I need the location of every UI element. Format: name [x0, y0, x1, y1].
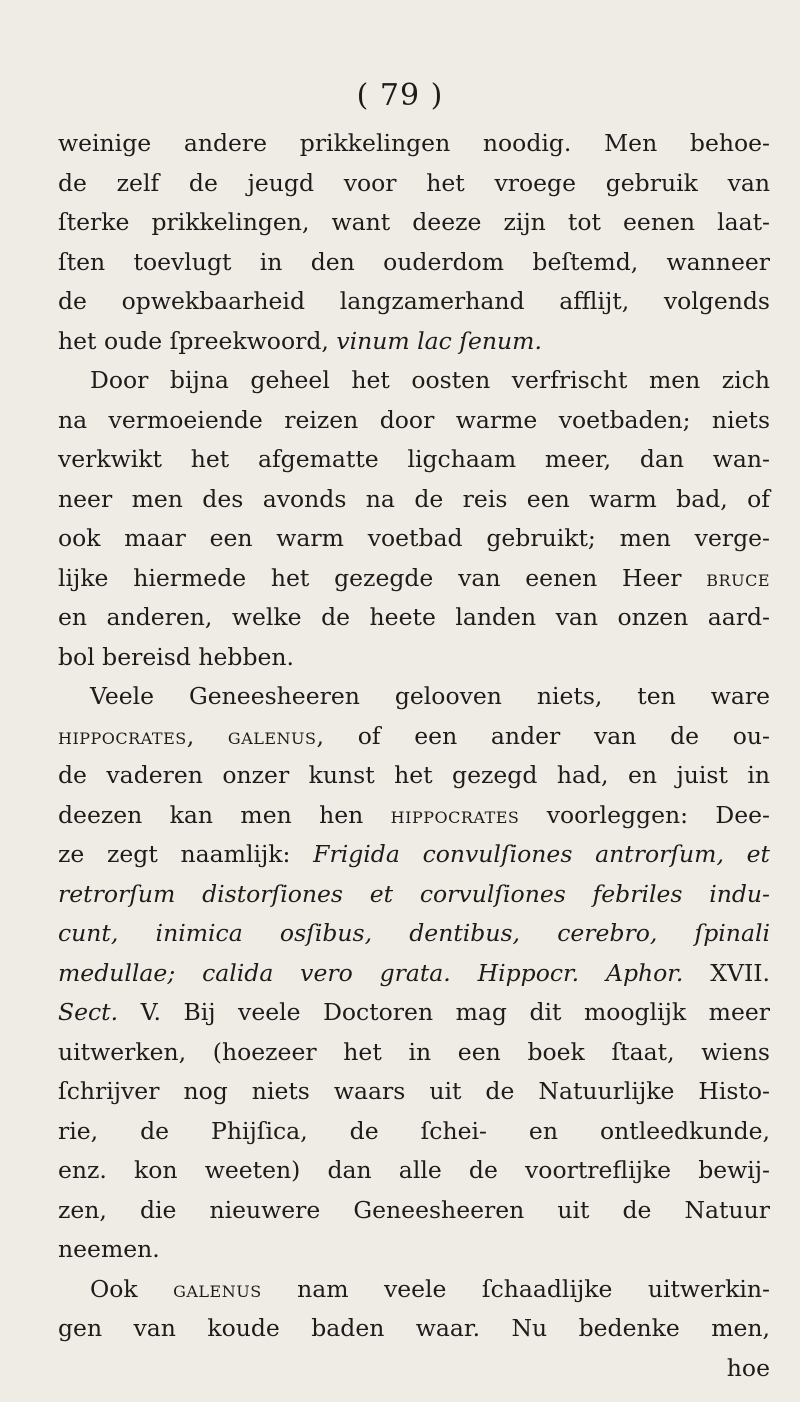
text-span: rie, de Phijſica, de ſchei- en ontleedkunde,	[58, 1116, 770, 1145]
text-line	[58, 559, 770, 599]
text-line	[58, 361, 770, 401]
text-line	[58, 1270, 770, 1310]
text-span: neemen.	[58, 1235, 160, 1263]
text-line	[58, 954, 770, 994]
text-line	[58, 1151, 770, 1191]
text-span: ook maar een warm voetbad gebruikt; men verge-	[58, 524, 770, 552]
text-span: V. Bij veele Doctoren mag dit mooglijk meer	[118, 998, 770, 1026]
text-span: enz. kon weeten) dan alle de voortreflijke bewij-	[58, 1156, 770, 1184]
text-span: Ook	[90, 1274, 174, 1303]
author-name: bruce	[706, 563, 770, 592]
text-line	[58, 282, 770, 322]
text-line	[58, 875, 770, 915]
text-line	[58, 322, 770, 362]
text-span: ſchrijver nog niets waars uit de Natuurlijke Histo-	[58, 1077, 770, 1105]
text-line	[58, 1349, 770, 1389]
italic-text: retrorſum distorſiones et corvulſiones febriles indu-	[58, 879, 770, 908]
text-span: weinige andere prikkelingen noodig. Men behoe-	[58, 129, 770, 157]
text-span: en anderen, welke de heete landen van onzen aard-	[58, 603, 770, 631]
text-span: uitwerken, (hoezeer het in een boek ſtaat, wiens	[58, 1037, 770, 1066]
page-number: ( 79 )	[356, 78, 444, 113]
italic-text: Sect.	[58, 998, 119, 1026]
author-name: galenus	[227, 721, 317, 750]
text-line	[58, 835, 770, 875]
text-line	[58, 480, 770, 520]
text-span: na vermoeiende reizen door warme voetbaden; niets	[58, 405, 770, 434]
text-line	[58, 677, 770, 717]
text-span: zen, die nieuwere Geneesheeren uit de Natuur	[58, 1195, 770, 1224]
italic-text: medullae; calida vero grata. Hippocr. Aphor.	[58, 958, 684, 987]
text-span: lijke hiermede het gezegde van eenen Heer	[58, 563, 707, 592]
italic-text: vinum lac ſenum.	[336, 326, 542, 355]
text-line	[58, 598, 770, 638]
text-line	[58, 1309, 770, 1349]
author-name: hippocrates	[58, 721, 187, 750]
text-span: ſten toevlugt in den ouderdom beſtemd, wanneer	[58, 247, 770, 276]
text-line	[58, 1072, 770, 1112]
text-line	[58, 401, 770, 441]
text-line	[58, 1112, 770, 1152]
author-name: galenus	[173, 1274, 262, 1303]
text-span: Veele Geneesheeren gelooven niets, ten ware	[90, 682, 770, 710]
text-span: XVII.	[683, 958, 770, 987]
italic-text: cunt, inimica osſibus, dentibus, cerebro, ſpinali	[58, 919, 770, 947]
text-line	[58, 440, 770, 480]
body-text	[58, 124, 770, 1388]
text-line	[58, 1230, 770, 1270]
text-line	[58, 164, 770, 204]
text-span: bol bereisd hebben.	[58, 642, 294, 671]
author-name: hippocrates	[390, 800, 520, 829]
text-line	[58, 124, 770, 164]
text-span: neer men des avonds na de reis een warm bad, of	[58, 484, 770, 513]
text-span: ſterke prikkelingen, want deeze zijn tot eenen laat-	[58, 208, 770, 236]
text-span: voorleggen: Dee-	[519, 800, 770, 829]
text-span: hoe	[726, 1353, 770, 1382]
text-span: ,	[186, 721, 228, 750]
text-span: deezen kan men hen	[58, 800, 391, 829]
text-span: het oude ſpreekwoord,	[58, 326, 337, 355]
text-line	[58, 717, 770, 757]
text-span: verkwikt het afgematte ligchaam meer, dan wan-	[58, 445, 770, 473]
text-line	[58, 243, 770, 283]
text-line	[58, 203, 770, 243]
text-span: ze zegt naamlijk:	[58, 840, 314, 868]
text-line	[58, 756, 770, 796]
text-span: de zelf de jeugd voor het vroege gebruik van	[58, 168, 770, 197]
text-line	[58, 519, 770, 559]
text-span: de vaderen onzer kunst het gezegd had, en juist in	[58, 761, 770, 789]
text-span: , of een ander van de ou-	[316, 721, 770, 750]
italic-text: Frigida convulſiones antrorſum, et	[313, 840, 771, 868]
text-span: Door bijna geheel het oosten verfrischt men zich	[90, 366, 770, 394]
text-span: nam veele ſchaadlijke uitwerkin-	[261, 1274, 770, 1303]
text-line	[58, 638, 770, 678]
text-line	[58, 1033, 770, 1073]
text-span: de opwekbaarheid langzamerhand afflijt, volgends	[58, 287, 770, 315]
text-span: gen van koude baden waar. Nu bedenke men,	[58, 1314, 770, 1342]
text-line	[58, 914, 770, 954]
text-line	[58, 796, 770, 836]
text-line	[58, 1191, 770, 1231]
text-line	[58, 993, 770, 1033]
